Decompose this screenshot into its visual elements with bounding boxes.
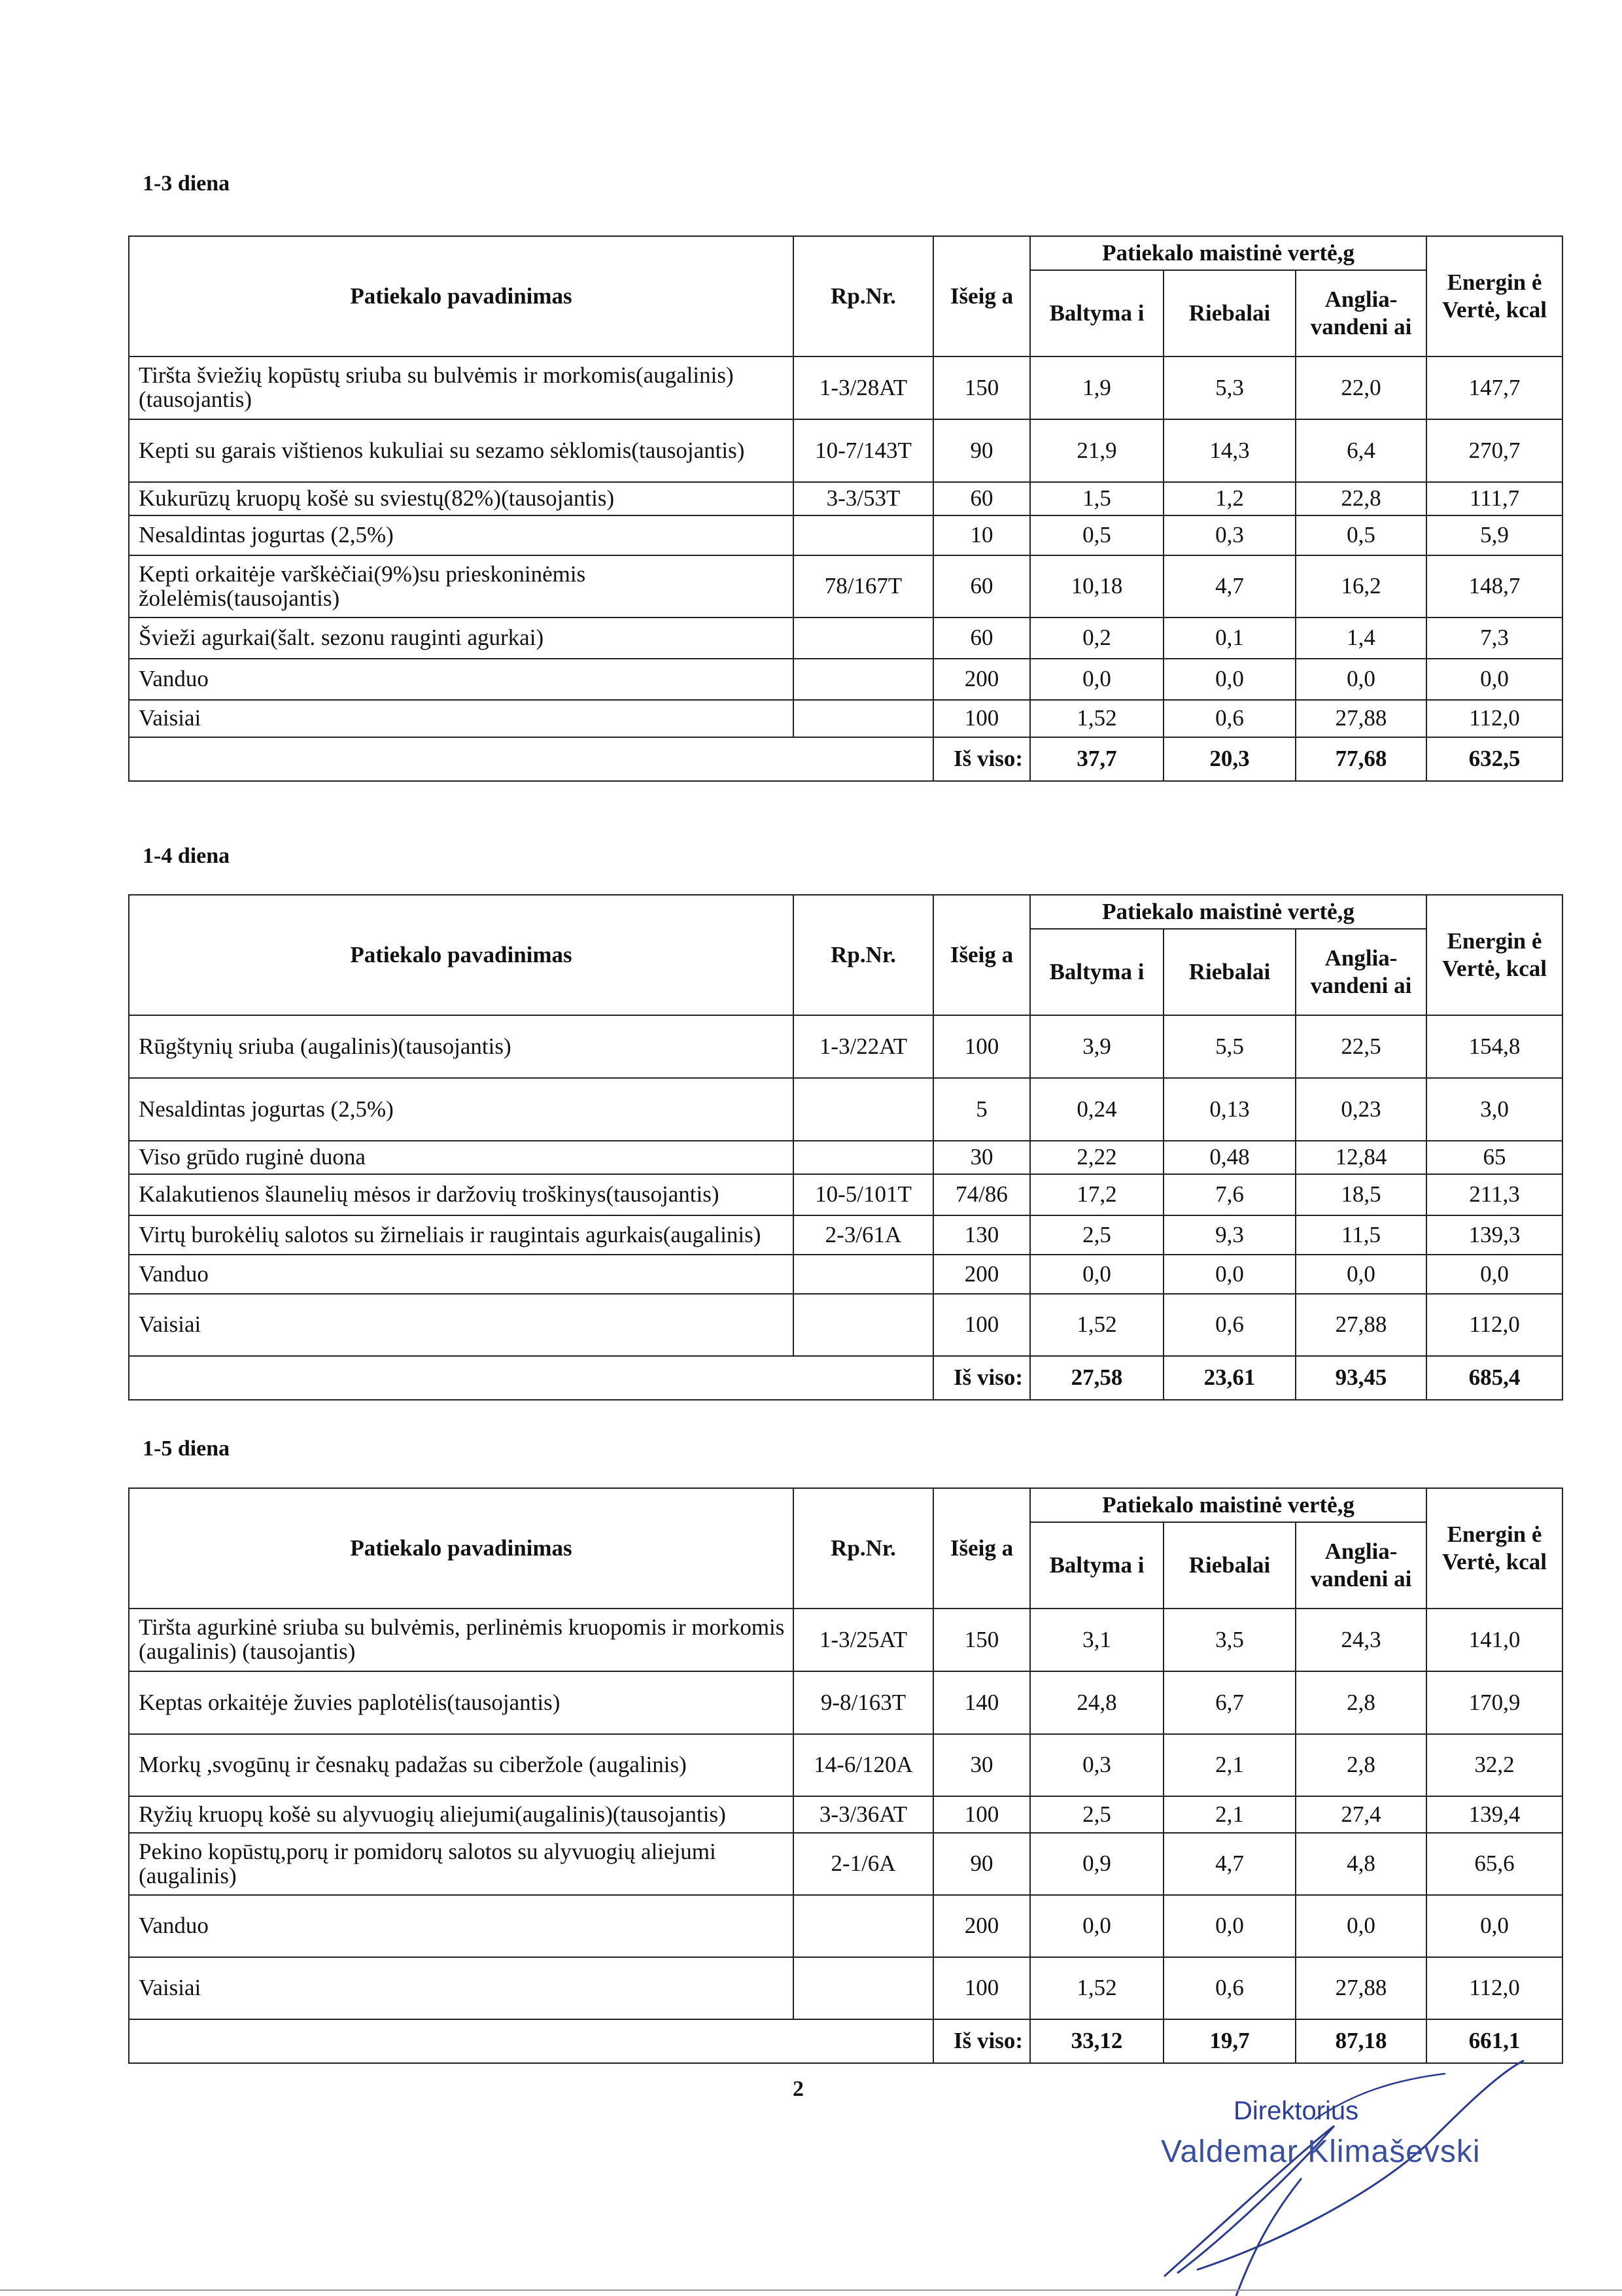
carbs-cell: 27,88 [1296,700,1426,737]
recipe-number-cell: 2-1/6A [793,1833,933,1895]
fat-cell: 2,1 [1164,1734,1296,1796]
carbs-cell: 6,4 [1296,419,1426,482]
protein-cell: 0,24 [1030,1078,1164,1141]
recipe-number-cell: 9-8/163T [793,1671,933,1734]
carbs-cell: 27,4 [1296,1796,1426,1833]
day-heading: 1-5 diena [143,1436,230,1461]
carbs-cell: 1,4 [1296,617,1426,659]
carbs-cell: 4,8 [1296,1833,1426,1895]
total-fat-cell: 20,3 [1164,737,1296,781]
yield-cell: 30 [933,1141,1030,1174]
carbs-cell: 0,0 [1296,1895,1426,1957]
header-rp: Rp.Nr. [793,236,933,357]
table-row [129,1015,1562,1078]
protein-cell: 21,9 [1030,419,1164,482]
totals-blank-cell [129,737,933,781]
dish-name-cell: Vanduo [129,1895,793,1957]
energy-cell: 154,8 [1426,1015,1562,1078]
carbs-cell: 22,0 [1296,357,1426,419]
carbs-cell: 16,2 [1296,555,1426,617]
yield-cell: 100 [933,1294,1030,1356]
yield-cell: 60 [933,617,1030,659]
protein-cell: 0,9 [1030,1833,1164,1895]
carbs-cell: 0,5 [1296,515,1426,555]
total-carbs-cell: 87,18 [1296,2019,1426,2063]
protein-cell: 0,0 [1030,659,1164,700]
day-heading: 1-3 diena [143,171,230,196]
energy-cell: 148,7 [1426,555,1562,617]
energy-cell: 112,0 [1426,1957,1562,2019]
dish-name-cell: Tiršta agurkinė sriuba su bulvėmis, perlinėmis kruopomis ir morkomis (augalinis) (tausojantis) [129,1609,793,1671]
energy-cell: 139,4 [1426,1796,1562,1833]
header-name: Patiekalo pavadinimas [129,1488,793,1609]
totals-blank-cell [129,2019,933,2063]
yield-cell: 130 [933,1215,1030,1255]
total-protein-cell: 27,58 [1030,1356,1164,1400]
table-row [129,1215,1562,1255]
yield-cell: 150 [933,1609,1030,1671]
dish-name-cell: Vaisiai [129,1957,793,2019]
fat-cell: 2,1 [1164,1796,1296,1833]
carbs-cell: 11,5 [1296,1215,1426,1255]
yield-cell: 5 [933,1078,1030,1141]
recipe-number-cell: 1-3/25AT [793,1609,933,1671]
total-energy-cell: 661,1 [1426,2019,1562,2063]
energy-cell: 65,6 [1426,1833,1562,1895]
totals-row [129,737,1562,781]
table-row [129,1957,1562,2019]
yield-cell: 90 [933,419,1030,482]
protein-cell: 1,52 [1030,1957,1164,2019]
protein-cell: 10,18 [1030,555,1164,617]
yield-cell: 30 [933,1734,1030,1796]
day-heading: 1-4 diena [143,844,230,868]
dish-name-cell: Tiršta šviežių kopūstų sriuba su bulvėmis ir morkomis(augalinis)(tausojantis) [129,357,793,419]
dish-name-cell: Rūgštynių sriuba (augalinis)(tausojantis) [129,1015,793,1078]
recipe-number-cell [793,700,933,737]
header-fat: Riebalai [1164,270,1296,357]
header-row [129,895,1562,929]
yield-cell: 100 [933,700,1030,737]
protein-cell: 0,3 [1030,1734,1164,1796]
table-row [129,1796,1562,1833]
protein-cell: 0,5 [1030,515,1164,555]
protein-cell: 3,1 [1030,1609,1164,1671]
header-nutrition-group: Patiekalo maistinė vertė,g [1030,236,1426,270]
energy-cell: 211,3 [1426,1174,1562,1215]
table-row [129,515,1562,555]
menu-table [128,894,1563,1400]
fat-cell: 1,2 [1164,482,1296,515]
fat-cell: 0,48 [1164,1141,1296,1174]
total-carbs-cell: 77,68 [1296,737,1426,781]
table-row [129,357,1562,419]
header-protein: Baltyma i [1030,270,1164,357]
energy-cell: 5,9 [1426,515,1562,555]
totals-label: Iš viso: [933,737,1030,781]
header-protein: Baltyma i [1030,1522,1164,1609]
protein-cell: 1,52 [1030,700,1164,737]
header-energy: Energin ė Vertė, kcal [1426,236,1562,357]
header-rp: Rp.Nr. [793,895,933,1015]
carbs-cell: 22,8 [1296,482,1426,515]
carbs-cell: 12,84 [1296,1141,1426,1174]
fat-cell: 0,3 [1164,515,1296,555]
yield-cell: 10 [933,515,1030,555]
table-row [129,1671,1562,1734]
header-rp: Rp.Nr. [793,1488,933,1609]
fat-cell: 0,6 [1164,700,1296,737]
totals-blank-cell [129,1356,933,1400]
fat-cell: 0,6 [1164,1957,1296,2019]
recipe-number-cell [793,1957,933,2019]
recipe-number-cell: 3-3/53T [793,482,933,515]
energy-cell: 141,0 [1426,1609,1562,1671]
protein-cell: 2,22 [1030,1141,1164,1174]
header-carbs: Anglia- vandeni ai [1296,270,1426,357]
recipe-number-cell [793,659,933,700]
recipe-number-cell [793,1255,933,1294]
recipe-number-cell: 10-5/101T [793,1174,933,1215]
protein-cell: 24,8 [1030,1671,1164,1734]
protein-cell: 0,0 [1030,1895,1164,1957]
table-row [129,700,1562,737]
carbs-cell: 0,0 [1296,659,1426,700]
dish-name-cell: Nesaldintas jogurtas (2,5%) [129,515,793,555]
energy-cell: 270,7 [1426,419,1562,482]
energy-cell: 0,0 [1426,1895,1562,1957]
recipe-number-cell [793,1141,933,1174]
yield-cell: 100 [933,1015,1030,1078]
fat-cell: 5,5 [1164,1015,1296,1078]
signature-title: Direktorius [1234,2096,1359,2125]
carbs-cell: 2,8 [1296,1734,1426,1796]
fat-cell: 6,7 [1164,1671,1296,1734]
energy-cell: 147,7 [1426,357,1562,419]
table-row [129,1174,1562,1215]
header-protein: Baltyma i [1030,929,1164,1015]
fat-cell: 0,13 [1164,1078,1296,1141]
recipe-number-cell [793,1895,933,1957]
dish-name-cell: Kepti orkaitėje varškėčiai(9%)su prieskoninėmis žolelėmis(tausojantis) [129,555,793,617]
table-row [129,1609,1562,1671]
dish-name-cell: Pekino kopūstų,porų ir pomidorų salotos su alyvuogių aliejumi (augalinis) [129,1833,793,1895]
recipe-number-cell [793,617,933,659]
total-protein-cell: 33,12 [1030,2019,1164,2063]
total-protein-cell: 37,7 [1030,737,1164,781]
table-row [129,1255,1562,1294]
dish-name-cell: Ryžių kruopų košė su alyvuogių aliejumi(augalinis)(tausojantis) [129,1796,793,1833]
dish-name-cell: Nesaldintas jogurtas (2,5%) [129,1078,793,1141]
carbs-cell: 24,3 [1296,1609,1426,1671]
yield-cell: 60 [933,555,1030,617]
totals-label: Iš viso: [933,1356,1030,1400]
table-row [129,1833,1562,1895]
header-iseiga: Išeig a [933,895,1030,1015]
header-fat: Riebalai [1164,929,1296,1015]
energy-cell: 32,2 [1426,1734,1562,1796]
yield-cell: 90 [933,1833,1030,1895]
protein-cell: 17,2 [1030,1174,1164,1215]
yield-cell: 100 [933,1957,1030,2019]
energy-cell: 0,0 [1426,1255,1562,1294]
fat-cell: 3,5 [1164,1609,1296,1671]
table-row [129,1141,1562,1174]
yield-cell: 140 [933,1671,1030,1734]
dish-name-cell: Kukurūzų kruopų košė su sviestų(82%)(tausojantis) [129,482,793,515]
yield-cell: 74/86 [933,1174,1030,1215]
recipe-number-cell: 1-3/22AT [793,1015,933,1078]
carbs-cell: 0,23 [1296,1078,1426,1141]
protein-cell: 1,9 [1030,357,1164,419]
page-bottom-rule [0,2289,1622,2291]
signature-mark [1118,2047,1537,2296]
menu-table [128,235,1563,782]
table-row [129,482,1562,515]
energy-cell: 65 [1426,1141,1562,1174]
protein-cell: 0,2 [1030,617,1164,659]
header-energy: Energin ė Vertė, kcal [1426,1488,1562,1609]
table-row [129,555,1562,617]
carbs-cell: 22,5 [1296,1015,1426,1078]
recipe-number-cell [793,1294,933,1356]
menu-table [128,1487,1563,2064]
carbs-cell: 18,5 [1296,1174,1426,1215]
recipe-number-cell: 1-3/28AT [793,357,933,419]
protein-cell: 0,0 [1030,1255,1164,1294]
recipe-number-cell: 3-3/36AT [793,1796,933,1833]
dish-name-cell: Keptas orkaitėje žuvies paplotėlis(tausojantis) [129,1671,793,1734]
fat-cell: 9,3 [1164,1215,1296,1255]
recipe-number-cell: 2-3/61A [793,1215,933,1255]
carbs-cell: 27,88 [1296,1957,1426,2019]
energy-cell: 3,0 [1426,1078,1562,1141]
dish-name-cell: Vaisiai [129,700,793,737]
recipe-number-cell: 14-6/120A [793,1734,933,1796]
energy-cell: 170,9 [1426,1671,1562,1734]
header-name: Patiekalo pavadinimas [129,236,793,357]
recipe-number-cell [793,515,933,555]
carbs-cell: 27,88 [1296,1294,1426,1356]
table-row [129,617,1562,659]
recipe-number-cell: 78/167T [793,555,933,617]
page-number: 2 [793,2077,804,2101]
protein-cell: 1,52 [1030,1294,1164,1356]
energy-cell: 7,3 [1426,617,1562,659]
header-iseiga: Išeig a [933,236,1030,357]
header-fat: Riebalai [1164,1522,1296,1609]
table-row [129,1294,1562,1356]
energy-cell: 112,0 [1426,700,1562,737]
total-fat-cell: 19,7 [1164,2019,1296,2063]
totals-row [129,1356,1562,1400]
dish-name-cell: Virtų burokėlių salotos su žirneliais ir raugintais agurkais(augalinis) [129,1215,793,1255]
dish-name-cell: Viso grūdo ruginė duona [129,1141,793,1174]
total-energy-cell: 685,4 [1426,1356,1562,1400]
yield-cell: 100 [933,1796,1030,1833]
header-name: Patiekalo pavadinimas [129,895,793,1015]
dish-name-cell: Kalakutienos šlaunelių mėsos ir daržovių troškinys(tausojantis) [129,1174,793,1215]
protein-cell: 2,5 [1030,1796,1164,1833]
dish-name-cell: Vanduo [129,659,793,700]
total-carbs-cell: 93,45 [1296,1356,1426,1400]
header-carbs: Anglia- vandeni ai [1296,929,1426,1015]
carbs-cell: 0,0 [1296,1255,1426,1294]
protein-cell: 3,9 [1030,1015,1164,1078]
fat-cell: 0,0 [1164,1255,1296,1294]
table-row [129,1734,1562,1796]
header-nutrition-group: Patiekalo maistinė vertė,g [1030,1488,1426,1522]
total-energy-cell: 632,5 [1426,737,1562,781]
yield-cell: 150 [933,357,1030,419]
dish-name-cell: Morkų ,svogūnų ir česnakų padažas su ciberžole (augalinis) [129,1734,793,1796]
dish-name-cell: Kepti su garais vištienos kukuliai su sezamo sėklomis(tausojantis) [129,419,793,482]
totals-label: Iš viso: [933,2019,1030,2063]
header-iseiga: Išeig a [933,1488,1030,1609]
fat-cell: 0,0 [1164,1895,1296,1957]
fat-cell: 5,3 [1164,357,1296,419]
dish-name-cell: Švieži agurkai(šalt. sezonu rauginti agurkai) [129,617,793,659]
table-row [129,659,1562,700]
table-row [129,1078,1562,1141]
signature-name: Valdemar Klimaševski [1161,2134,1481,2169]
energy-cell: 0,0 [1426,659,1562,700]
total-fat-cell: 23,61 [1164,1356,1296,1400]
energy-cell: 111,7 [1426,482,1562,515]
header-nutrition-group: Patiekalo maistinė vertė,g [1030,895,1426,929]
recipe-number-cell [793,1078,933,1141]
fat-cell: 0,1 [1164,617,1296,659]
yield-cell: 200 [933,1895,1030,1957]
table-row [129,1895,1562,1957]
fat-cell: 4,7 [1164,555,1296,617]
dish-name-cell: Vaisiai [129,1294,793,1356]
fat-cell: 7,6 [1164,1174,1296,1215]
recipe-number-cell: 10-7/143T [793,419,933,482]
protein-cell: 1,5 [1030,482,1164,515]
header-carbs: Anglia- vandeni ai [1296,1522,1426,1609]
fat-cell: 0,6 [1164,1294,1296,1356]
dish-name-cell: Vanduo [129,1255,793,1294]
energy-cell: 139,3 [1426,1215,1562,1255]
table-row [129,419,1562,482]
header-energy: Energin ė Vertė, kcal [1426,895,1562,1015]
carbs-cell: 2,8 [1296,1671,1426,1734]
header-row [129,1488,1562,1522]
yield-cell: 200 [933,1255,1030,1294]
fat-cell: 0,0 [1164,659,1296,700]
fat-cell: 14,3 [1164,419,1296,482]
protein-cell: 2,5 [1030,1215,1164,1255]
fat-cell: 4,7 [1164,1833,1296,1895]
header-row [129,236,1562,270]
yield-cell: 200 [933,659,1030,700]
energy-cell: 112,0 [1426,1294,1562,1356]
yield-cell: 60 [933,482,1030,515]
